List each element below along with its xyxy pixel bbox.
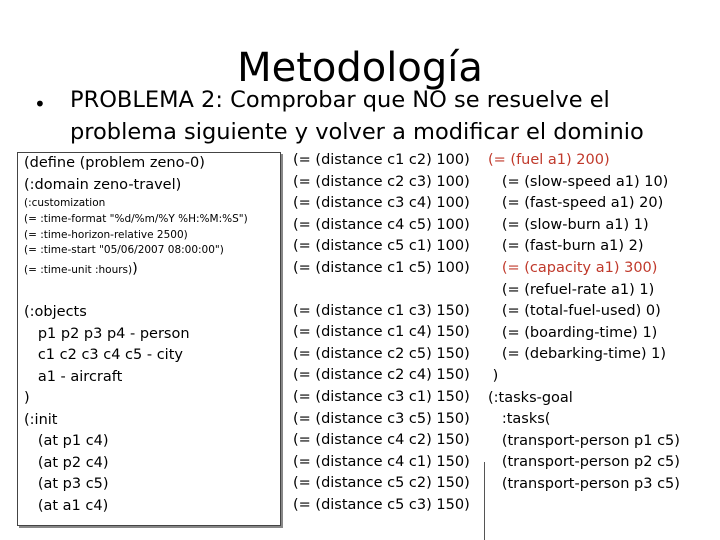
distance-line: (= (distance c1 c3) 150) [293, 302, 470, 319]
time-unit-close: ) [132, 261, 138, 278]
transport-line: (transport-person p3 c5) [488, 475, 680, 492]
distance-line: (= (distance c5 c3) 150) [293, 496, 470, 513]
transport-line: (transport-person p1 c5) [488, 432, 680, 449]
objects-line: c1 c2 c3 c4 c5 - city [24, 347, 183, 364]
init-line: (at p2 c4) [24, 454, 109, 471]
distance-line: (= (distance c4 c2) 150) [293, 432, 470, 449]
distance-line: (= (distance c4 c5) 100) [293, 216, 470, 233]
column-divider [484, 462, 485, 540]
domain-line: (:domain zeno-travel) [24, 176, 182, 193]
distance-line: (= (distance c2 c3) 100) [293, 173, 470, 190]
init-line: (at p3 c5) [24, 476, 109, 493]
customization-line: (:customization [24, 197, 106, 209]
distance-line: (= (distance c5 c2) 150) [293, 475, 470, 492]
boarding-time-line: (= (boarding-time) 1) [488, 324, 658, 341]
slow-burn-line: (= (slow-burn a1) 1) [488, 216, 649, 233]
distance-line: (= (distance c1 c2) 100) [293, 152, 470, 168]
distance-line: (= (distance c1 c5) 100) [293, 259, 470, 276]
distance-line: (= (distance c3 c5) 150) [293, 410, 470, 427]
problem-definition-column [24, 153, 248, 517]
distance-line: (= (distance c5 c1) 100) [293, 238, 470, 255]
bullet-icon: • [34, 92, 46, 116]
time-unit-line [24, 259, 248, 280]
objects-line: p1 p2 p3 p4 - person [24, 325, 190, 342]
init-line: (at p1 c4) [24, 433, 109, 450]
aircraft-tasks-column [488, 150, 680, 496]
init-line: (:init [24, 411, 58, 428]
customization-line: (= :time-start "05/06/2007 08:00:00") [24, 244, 224, 257]
fuel-line: (= (fuel a1) 200) [488, 152, 610, 168]
capacity-line: (= (capacity a1) 300) [488, 259, 658, 276]
fast-burn-line: (= (fast-burn a1) 2) [488, 238, 644, 255]
problem-definition-box [17, 152, 281, 526]
init-line: (at a1 c4) [24, 497, 109, 514]
fast-speed-line: (= (fast-speed a1) 20) [488, 195, 664, 212]
distance-line: (= (distance c2 c4) 150) [293, 367, 470, 384]
objects-line: a1 - aircraft [24, 368, 123, 385]
debarking-time-line: (= (debarking-time) 1) [488, 346, 667, 363]
distance-line: (= (distance c2 c5) 150) [293, 345, 470, 362]
distance-line: (= (distance c1 c4) 150) [293, 324, 470, 341]
objects-close: ) [24, 390, 30, 407]
customization-line: (= :time-format "%d/%m/%Y %H:%M:%S") [24, 212, 248, 225]
distance-line: (= (distance c4 c1) 150) [293, 453, 470, 470]
total-fuel-line: (= (total-fuel-used) 0) [488, 303, 661, 320]
tasks-goal-line: (:tasks-goal [488, 389, 573, 406]
customization-line: (= :time-horizon-relative 2500) [24, 228, 188, 241]
slide-heading: PROBLEMA 2: Comprobar que NO se resuelve el problema siguiente y volver a modificar el dominio [70, 87, 644, 145]
slow-speed-line: (= (slow-speed a1) 10) [488, 173, 669, 190]
init-close: ) [488, 367, 499, 384]
distance-line: (= (distance c3 c4) 100) [293, 195, 470, 212]
slide-title: Metodología [237, 45, 483, 91]
transport-line: (transport-person p2 c5) [488, 454, 680, 471]
distance-line: (= (distance c3 c1) 150) [293, 388, 470, 405]
tasks-line: :tasks( [488, 411, 551, 428]
define-line: (define (problem zeno-0) [24, 155, 205, 171]
distance-column [293, 150, 470, 517]
time-unit-text: (= :time-unit :hours) [24, 264, 133, 277]
objects-line: (:objects [24, 304, 87, 321]
refuel-rate-line: (= (refuel-rate a1) 1) [488, 281, 655, 298]
